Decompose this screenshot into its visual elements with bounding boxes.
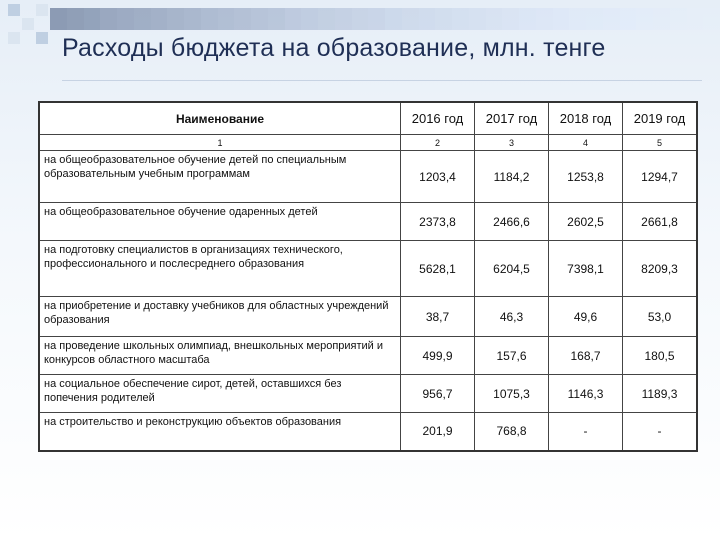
row-name: на общеобразовательное обучение детей по специальным образовательным учебным программам xyxy=(39,151,401,203)
row-value: 1203,4 xyxy=(401,151,475,203)
row-value: 1146,3 xyxy=(549,375,623,413)
table-row xyxy=(39,297,697,337)
row-value: 180,5 xyxy=(623,337,698,375)
row-value: 6204,5 xyxy=(475,241,549,297)
title-divider xyxy=(62,80,702,81)
column-header-year: 2017 год xyxy=(475,102,549,135)
column-header-year: 2018 год xyxy=(549,102,623,135)
row-value: 8209,3 xyxy=(623,241,698,297)
row-name: на строительство и реконструкцию объектов образования xyxy=(39,413,401,451)
row-value: 5628,1 xyxy=(401,241,475,297)
row-value: 1189,3 xyxy=(623,375,698,413)
budget-table xyxy=(38,101,698,452)
row-value: 2661,8 xyxy=(623,203,698,241)
row-name: на приобретение и доставку учебников для областных учреждений образования xyxy=(39,297,401,337)
row-value: 1294,7 xyxy=(623,151,698,203)
row-value: 53,0 xyxy=(623,297,698,337)
row-value: - xyxy=(549,413,623,451)
column-numbering-row xyxy=(39,135,697,151)
decorative-gradient-bar xyxy=(50,8,720,30)
row-value: 1184,2 xyxy=(475,151,549,203)
row-value: 49,6 xyxy=(549,297,623,337)
row-value: 1075,3 xyxy=(475,375,549,413)
table-header-row xyxy=(39,102,697,135)
row-value: 2602,5 xyxy=(549,203,623,241)
row-value: 201,9 xyxy=(401,413,475,451)
row-value: 1253,8 xyxy=(549,151,623,203)
column-number: 3 xyxy=(475,135,549,151)
row-name: на социальное обеспечение сирот, детей, оставшихся без попечения родителей xyxy=(39,375,401,413)
row-value: 168,7 xyxy=(549,337,623,375)
row-value: 956,7 xyxy=(401,375,475,413)
table-row xyxy=(39,151,697,203)
page-title: Расходы бюджета на образование, млн. тенге xyxy=(62,34,606,62)
row-value: 2466,6 xyxy=(475,203,549,241)
column-number: 1 xyxy=(39,135,401,151)
column-number: 2 xyxy=(401,135,475,151)
column-header-name: Наименование xyxy=(39,102,401,135)
row-value: 499,9 xyxy=(401,337,475,375)
row-value: 46,3 xyxy=(475,297,549,337)
row-name: на проведение школьных олимпиад, внешкольных мероприятий и конкурсов областного масштаба xyxy=(39,337,401,375)
row-name: на подготовку специалистов в организациях технического, профессионального и послесреднего образования xyxy=(39,241,401,297)
row-value: 38,7 xyxy=(401,297,475,337)
column-header-year: 2019 год xyxy=(623,102,698,135)
column-header-year: 2016 год xyxy=(401,102,475,135)
row-value: 7398,1 xyxy=(549,241,623,297)
row-value: 157,6 xyxy=(475,337,549,375)
table-row xyxy=(39,203,697,241)
table-row xyxy=(39,241,697,297)
table-row xyxy=(39,375,697,413)
decorative-corner-grid xyxy=(8,4,48,44)
row-name: на общеобразовательное обучение одаренных детей xyxy=(39,203,401,241)
column-number: 4 xyxy=(549,135,623,151)
column-number: 5 xyxy=(623,135,698,151)
row-value: 2373,8 xyxy=(401,203,475,241)
row-value: - xyxy=(623,413,698,451)
table-row xyxy=(39,337,697,375)
row-value: 768,8 xyxy=(475,413,549,451)
table-row xyxy=(39,413,697,451)
